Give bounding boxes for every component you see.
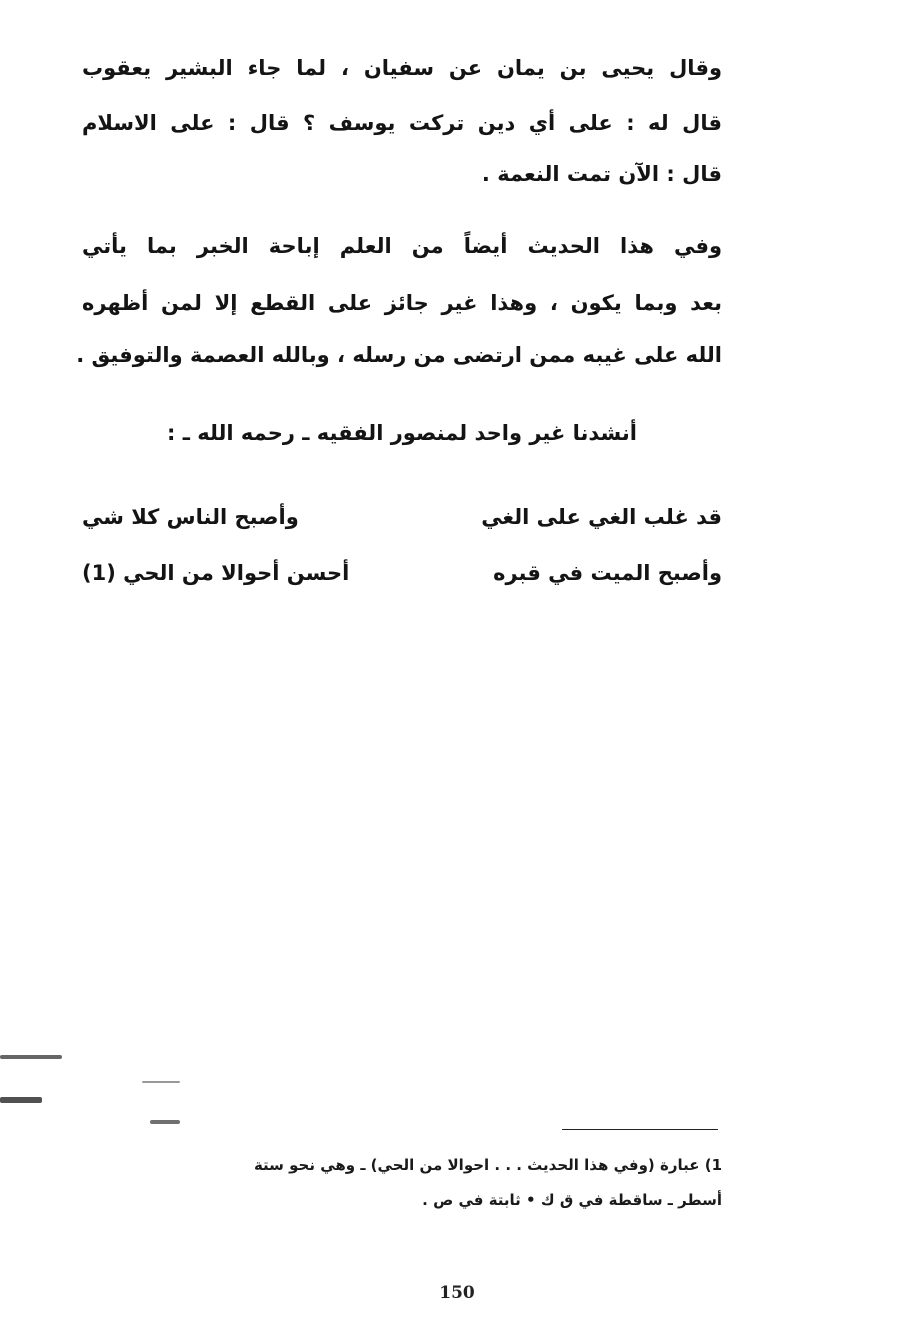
verse-1-first-hemistich: قد غلب الغي على الغي [481,505,722,529]
page-number: 150 [439,1283,475,1303]
paragraph-2-line-3: الله على غيبه ممن ارتضى من رسله ، وبالله العصمة والتوفيق . [76,343,722,367]
paragraph-2-line-2: بعد وبما يكون ، وهذا غير جائز على القطع إلا لمن أظهره [82,291,722,315]
paragraph-1-line-1: وقال يحيى بن يمان عن سفيان ، لما جاء البشير يعقوب [82,56,722,80]
scan-smudge [0,1055,62,1059]
verse-2 [82,556,722,590]
verse-2-first-hemistich: وأصبح الميت في قبره [493,561,722,585]
footnote-line-2: أسطر ـ ساقطة في ق ك • ثابتة في ص . [422,1191,722,1209]
scan-smudge [150,1120,180,1124]
verse-1-second-hemistich: وأصبح الناس كلا شي [82,505,299,529]
poem-intro: أنشدنا غير واحد لمنصور الفقيه ـ رحمه الله ـ : [167,421,637,445]
paragraph-1-line-3: قال : الآن تمت النعمة . [481,162,722,186]
paragraph-2-line-1: وفي هذا الحديث أيضاً من العلم إباحة الخبر بما يأتي [82,234,722,258]
footnote-line-1: 1) عبارة (وفي هذا الحديث . . . احوالا من الحي) ـ وهي نحو ستة [253,1156,722,1174]
verse-1 [82,500,722,534]
verse-2-second-hemistich: أحسن أحوالا من الحي (1) [82,561,350,585]
paragraph-1-line-2: قال له : على أي دين تركت يوسف ؟ قال : على الاسلام [82,111,722,135]
scan-smudge [142,1081,180,1083]
scan-smudge [0,1097,42,1103]
footnote-separator [562,1129,718,1130]
